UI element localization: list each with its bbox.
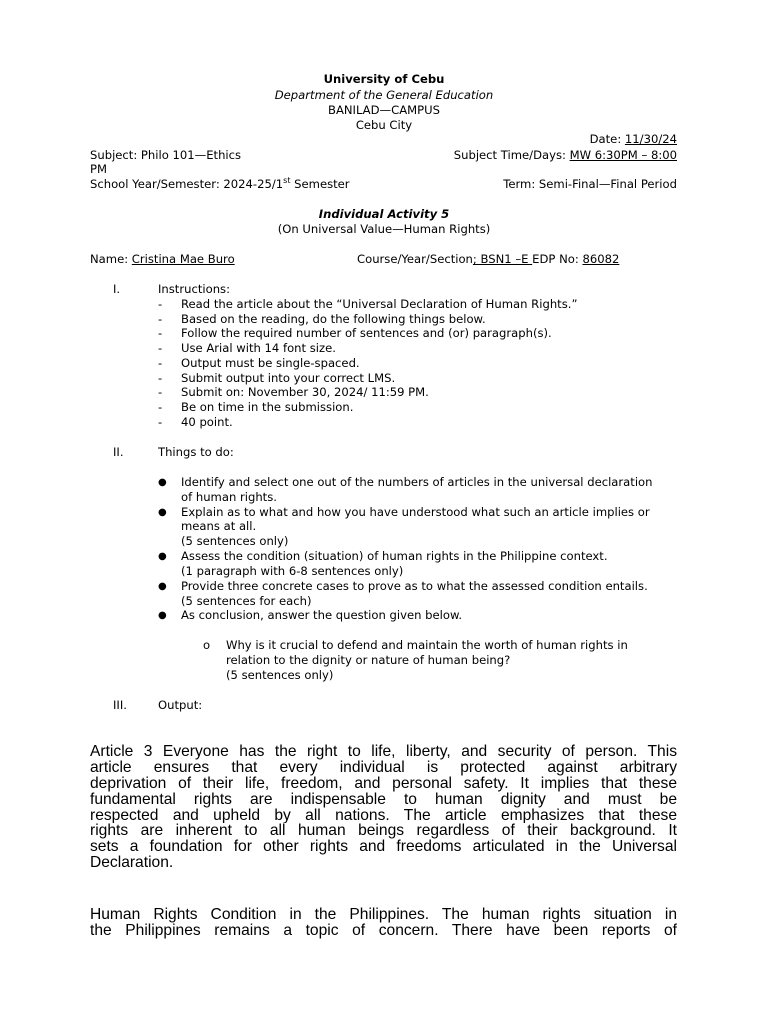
dash-marker: - <box>158 312 163 326</box>
output-heading: Output: <box>158 698 203 712</box>
date-label: Date: <box>589 132 625 146</box>
course-line <box>357 252 619 267</box>
dash-marker: - <box>158 297 163 311</box>
section-numeral-2: II. <box>113 445 124 459</box>
instruction-item: Follow the required number of sentences and (or) paragraph(s). <box>181 326 552 340</box>
name-value: Cristina Mae Buro <box>131 252 235 266</box>
bullet-marker: ● <box>158 477 167 488</box>
name-label: Name: <box>90 252 132 266</box>
subject-time-label: Subject Time/Days: <box>453 148 570 162</box>
school-year-line <box>90 177 350 192</box>
essay-line: fundamental rights are indispensable to human dignity and must be <box>90 791 677 808</box>
things-item-cont: (5 sentences only) <box>181 534 289 548</box>
subject-time-value: MW 6:30PM – 8:00 <box>569 148 677 162</box>
essay-line: deprivation of their life, freedom, and personal safety. It implies that these <box>90 775 677 792</box>
essay-line: rights are inherent to all human beings regardless of their background. It <box>90 823 677 840</box>
activity-title: Individual Activity 5 <box>318 207 450 221</box>
city-name: Cebu City <box>355 118 413 132</box>
campus-name: BANILAD—CAMPUS <box>327 103 441 117</box>
course-value: ; BSN1 –E <box>472 252 533 266</box>
term-line: Term: Semi-Final—Final Period <box>503 177 677 191</box>
essay-line: Human Rights Condition in the Philippines. The human rights situation in <box>90 907 677 923</box>
sub-bullet-marker: o <box>203 638 211 652</box>
things-item-cont: of human rights. <box>181 490 277 504</box>
things-item: Provide three concrete cases to prove as to what the assessed condition entails. <box>181 579 648 593</box>
things-heading: Things to do: <box>158 445 234 459</box>
subject-time-wrap: PM <box>90 162 107 176</box>
university-name: University of Cebu <box>323 72 445 86</box>
dash-marker: - <box>158 400 163 414</box>
question-note: (5 sentences only) <box>226 668 334 682</box>
instruction-item: Based on the reading, do the following things below. <box>181 312 486 326</box>
subject-line: Subject: Philo 101—Ethics <box>90 148 242 162</box>
instruction-item: Use Arial with 14 font size. <box>181 341 336 355</box>
bullet-marker: ● <box>158 581 167 592</box>
question-text: Why is it crucial to defend and maintain the worth of human rights in <box>226 638 628 652</box>
instruction-item: 40 point. <box>181 415 233 429</box>
dash-marker: - <box>158 356 163 370</box>
activity-subtitle: (On Universal Value—Human Rights) <box>277 222 491 236</box>
edp-value: 86082 <box>582 252 620 266</box>
dash-marker: - <box>158 341 163 355</box>
things-item: Identify and select one out of the numbers of articles in the universal declaration <box>181 475 653 489</box>
things-item: Assess the condition (situation) of human rights in the Philippine context. <box>181 549 608 563</box>
essay-line: article ensures that every individual is protected against arbitrary <box>90 759 677 776</box>
dash-marker: - <box>158 326 163 340</box>
essay-paragraph-1 <box>90 744 677 871</box>
subject-time-line <box>454 148 677 163</box>
school-year-semester: Semester <box>290 177 350 191</box>
instructions-heading: Instructions: <box>158 282 230 296</box>
essay-line: Article 3 Everyone has the right to life, liberty, and security of person. This <box>90 744 677 760</box>
bullet-marker: ● <box>158 551 167 562</box>
school-year-text: School Year/Semester: 2024-25/1 <box>90 177 284 191</box>
dash-marker: - <box>158 415 163 429</box>
instruction-item: Output must be single-spaced. <box>181 356 360 370</box>
instruction-item: Be on time in the submission. <box>181 400 354 414</box>
date-line <box>590 132 677 147</box>
bullet-marker: ● <box>158 507 167 518</box>
things-item-cont: (1 paragraph with 6-8 sentences only) <box>181 564 404 578</box>
things-item-cont: (5 sentences for each) <box>181 594 312 608</box>
essay-line: Declaration. <box>90 855 174 872</box>
instruction-item: Submit on: November 30, 2024/ 11:59 PM. <box>181 385 429 399</box>
instruction-item: Read the article about the “Universal Declaration of Human Rights.” <box>181 297 578 311</box>
dash-marker: - <box>158 385 163 399</box>
section-numeral-3: III. <box>113 698 127 712</box>
essay-line: respected and upheld by all nations. The article emphasizes that these <box>90 807 677 824</box>
course-label: Course/Year/Section <box>357 252 473 266</box>
student-name-line <box>90 252 235 267</box>
things-item: Explain as to what and how you have understood what such an article implies or <box>181 505 650 519</box>
dash-marker: - <box>158 371 163 385</box>
school-year-sup: st <box>283 176 291 186</box>
things-item: As conclusion, answer the question given below. <box>181 608 463 622</box>
department-name: Department of the General Education <box>274 88 494 102</box>
instruction-item: Submit output into your correct LMS. <box>181 371 396 385</box>
essay-line: sets a foundation for other rights and freedoms articulated in the Universal <box>90 839 677 856</box>
things-item-cont: means at all. <box>181 519 257 533</box>
date-value: 11/30/24 <box>624 132 677 146</box>
essay-paragraph-2 <box>90 907 677 939</box>
edp-label: EDP No: <box>532 252 583 266</box>
section-numeral-1: I. <box>113 282 121 296</box>
question-text-cont: relation to the dignity or nature of human being? <box>226 653 511 667</box>
essay-line: the Philippines remains a topic of concern. There have been reports of <box>90 922 677 939</box>
bullet-marker: ● <box>158 610 167 621</box>
